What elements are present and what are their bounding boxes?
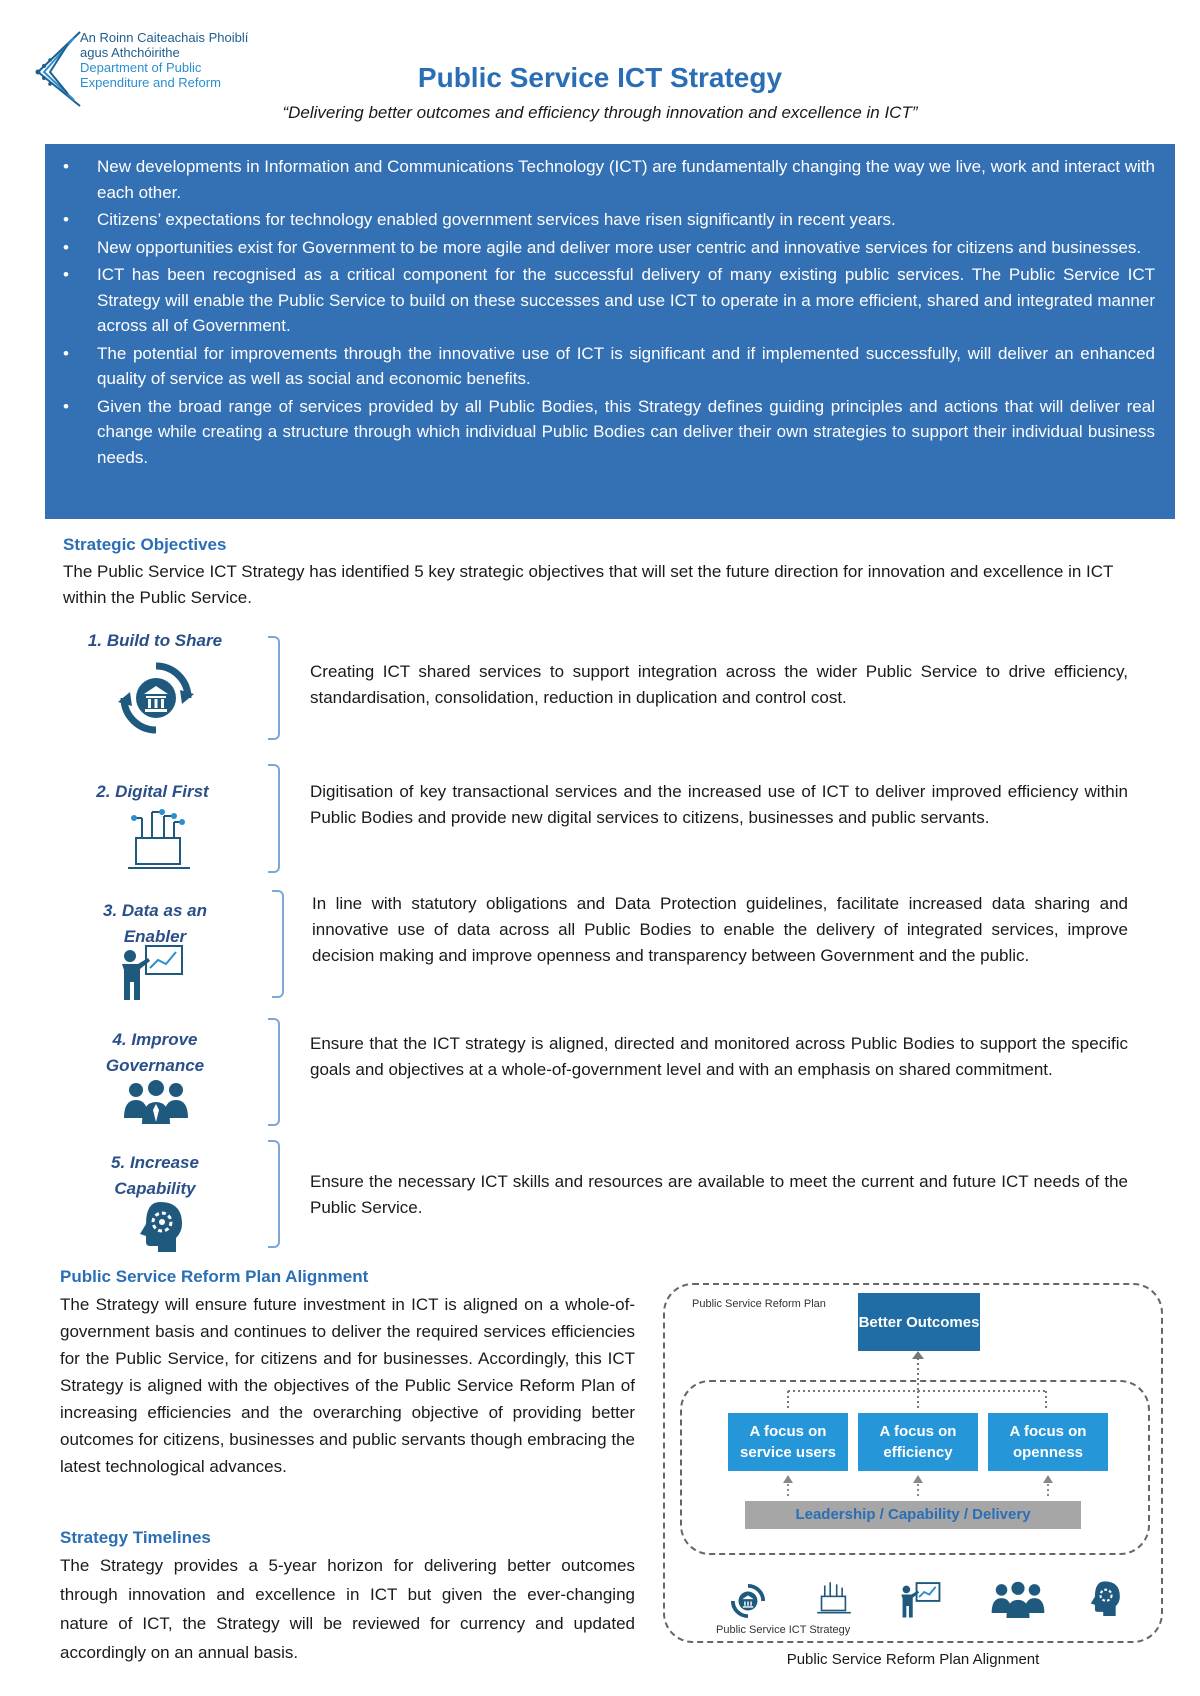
objective-title: 5. Increase Capability	[111, 1153, 199, 1198]
strategic-objectives-intro: The Public Service ICT Strategy has identified 5 key strategic objectives that will set the future direction for innovation and excellence in ICT within the Public Service.	[63, 562, 1114, 607]
objective-description: Ensure that the ICT strategy is aligned, directed and monitored across Public Bodies to support the specific goals and objectives at a whole-of-government level and with an emphasis on shared commitment.	[310, 1034, 1128, 1079]
bullet-text: Citizens’ expectations for technology enabled government services have risen significantly in recent years.	[97, 210, 896, 229]
focus-box: A focus on openness	[988, 1413, 1108, 1471]
leadership-capability-delivery-bar: Leadership / Capability / Delivery	[745, 1501, 1081, 1529]
data-presenter-icon	[900, 1580, 942, 1618]
governance-group-icon	[990, 1580, 1046, 1618]
bullet-icon: •	[63, 210, 69, 229]
diagram-caption: Public Service Reform Plan Alignment	[786, 1651, 1040, 1668]
focus-box: A focus on efficiency	[858, 1413, 978, 1471]
list-item	[63, 394, 1155, 471]
objective-description: Digitisation of key transactional services and the increased use of ICT to deliver improved efficiency within Public Bodies and provide new digital services to citizens, businesses and public servants.	[310, 782, 1128, 827]
strategy-timelines-heading: Strategy Timelines	[60, 1528, 211, 1547]
ict-strategy-label: Public Service ICT Strategy	[716, 1624, 851, 1636]
better-outcomes-box: Better Outcomes	[858, 1293, 980, 1351]
bracket-divider	[272, 890, 284, 998]
list-item	[63, 262, 1155, 339]
intro-bullet-list	[63, 154, 1155, 470]
list-item	[63, 207, 1155, 233]
objective-title: 4. Improve Governance	[105, 1030, 205, 1075]
objective-description: In line with statutory obligations and Data Protection guidelines, facilitate increased data sharing and innovative use of data across all Public Bodies to enable the delivery of integrated services, improve decision making and improve openness and transparency between Government and the public.	[312, 894, 1128, 965]
page-title: Public Service ICT Strategy	[417, 62, 783, 93]
bracket-divider	[268, 1140, 280, 1248]
share-cycle-icon	[118, 660, 194, 736]
bullet-icon: •	[63, 343, 69, 363]
objective-description: Ensure the necessary ICT skills and resources are available to meet the current and future ICT needs of the Public Service.	[310, 1172, 1128, 1217]
list-item	[63, 235, 1155, 261]
governance-group-icon	[122, 1078, 190, 1124]
intro-box	[45, 144, 1175, 519]
focus-box: A focus on service users	[728, 1413, 848, 1471]
bullet-icon: •	[63, 237, 69, 257]
data-presenter-icon	[120, 942, 186, 1000]
objective-title: 3. Data as an Enabler	[103, 901, 207, 946]
bracket-divider	[268, 1018, 280, 1126]
bullet-text: New opportunities exist for Government to be more agile and deliver more user centric and innovative services for citizens and businesses.	[97, 237, 1142, 257]
bullet-text: Given the broad range of services provided by all Public Bodies, this Strategy defines guiding principles and actions that will deliver real change while creating a structure through which individual Public Bodies can deliver their own strategies to support their individual business needs.	[97, 396, 1155, 467]
share-cycle-icon	[730, 1583, 766, 1619]
bullet-icon: •	[63, 265, 69, 284]
objective-title: 1. Build to Share	[87, 631, 223, 650]
bracket-divider	[268, 636, 280, 740]
list-item	[63, 341, 1155, 392]
capability-head-icon	[1088, 1580, 1124, 1616]
capability-head-icon	[136, 1200, 188, 1252]
digital-laptop-icon	[815, 1580, 853, 1616]
bullet-icon: •	[63, 396, 69, 416]
strategic-objectives-heading: Strategic Objectives	[63, 535, 227, 554]
reform-alignment-heading: Public Service Reform Plan Alignment	[60, 1267, 369, 1286]
bracket-divider	[268, 764, 280, 873]
page-subtitle: “Delivering better outcomes and efficiency through innovation and excellence in ICT”	[282, 103, 918, 122]
reform-alignment-text: The Strategy will ensure future investment in ICT is aligned on a whole-of-government basis and continues to deliver the required services efficiencies for the Public Service, for citizens and for businesses. Accordingly, this ICT Strategy is aligned with the objectives of the Public Service Reform Plan of increasing efficiencies and the overarching objective of providing better outcomes for citizens, businesses and public servants though embracing the latest technological advances.	[60, 1295, 635, 1476]
logo-line: An Roinn Caiteachais Phoiblí	[80, 30, 249, 45]
list-item	[63, 154, 1155, 205]
reform-plan-label: Public Service Reform Plan	[692, 1298, 826, 1310]
logo-line: Expenditure and Reform	[80, 75, 221, 90]
bullet-text: ICT has been recognised as a critical component for the successful delivery of many existing public services. The Public Service ICT Strategy will enable the Public Service to build on these successes and use ICT to operate in a more efficient, shared and integrated manner across all of Government.	[97, 265, 1155, 335]
bullet-icon: •	[63, 157, 69, 176]
bullet-text: The potential for improvements through the innovative use of ICT is significant and if implemented successfully, will deliver an enhanced quality of service as well as social and economic benefits.	[97, 343, 1155, 388]
objective-title: 2. Digital First	[96, 782, 209, 801]
logo-line: Department of Public	[80, 60, 202, 75]
strategy-timelines-text: The Strategy provides a 5-year horizon for delivering better outcomes through innovation and excellence in ICT but given the ever-changing nature of ICT, the Strategy will be reviewed for currency and updated accordingly on an annual basis.	[60, 1556, 635, 1662]
objective-description: Creating ICT shared services to support integration across the wider Public Service to drive efficiency, standardisation, consolidation, reduction in duplication and control cost.	[310, 662, 1128, 707]
logo-line: agus Athchóirithe	[80, 45, 180, 60]
digital-laptop-icon	[124, 808, 194, 874]
bullet-text: New developments in Information and Communications Technology (ICT) are fundamentally changing the way we live, work and interact with each other.	[97, 157, 1155, 202]
upward-arrows	[728, 1474, 1108, 1496]
